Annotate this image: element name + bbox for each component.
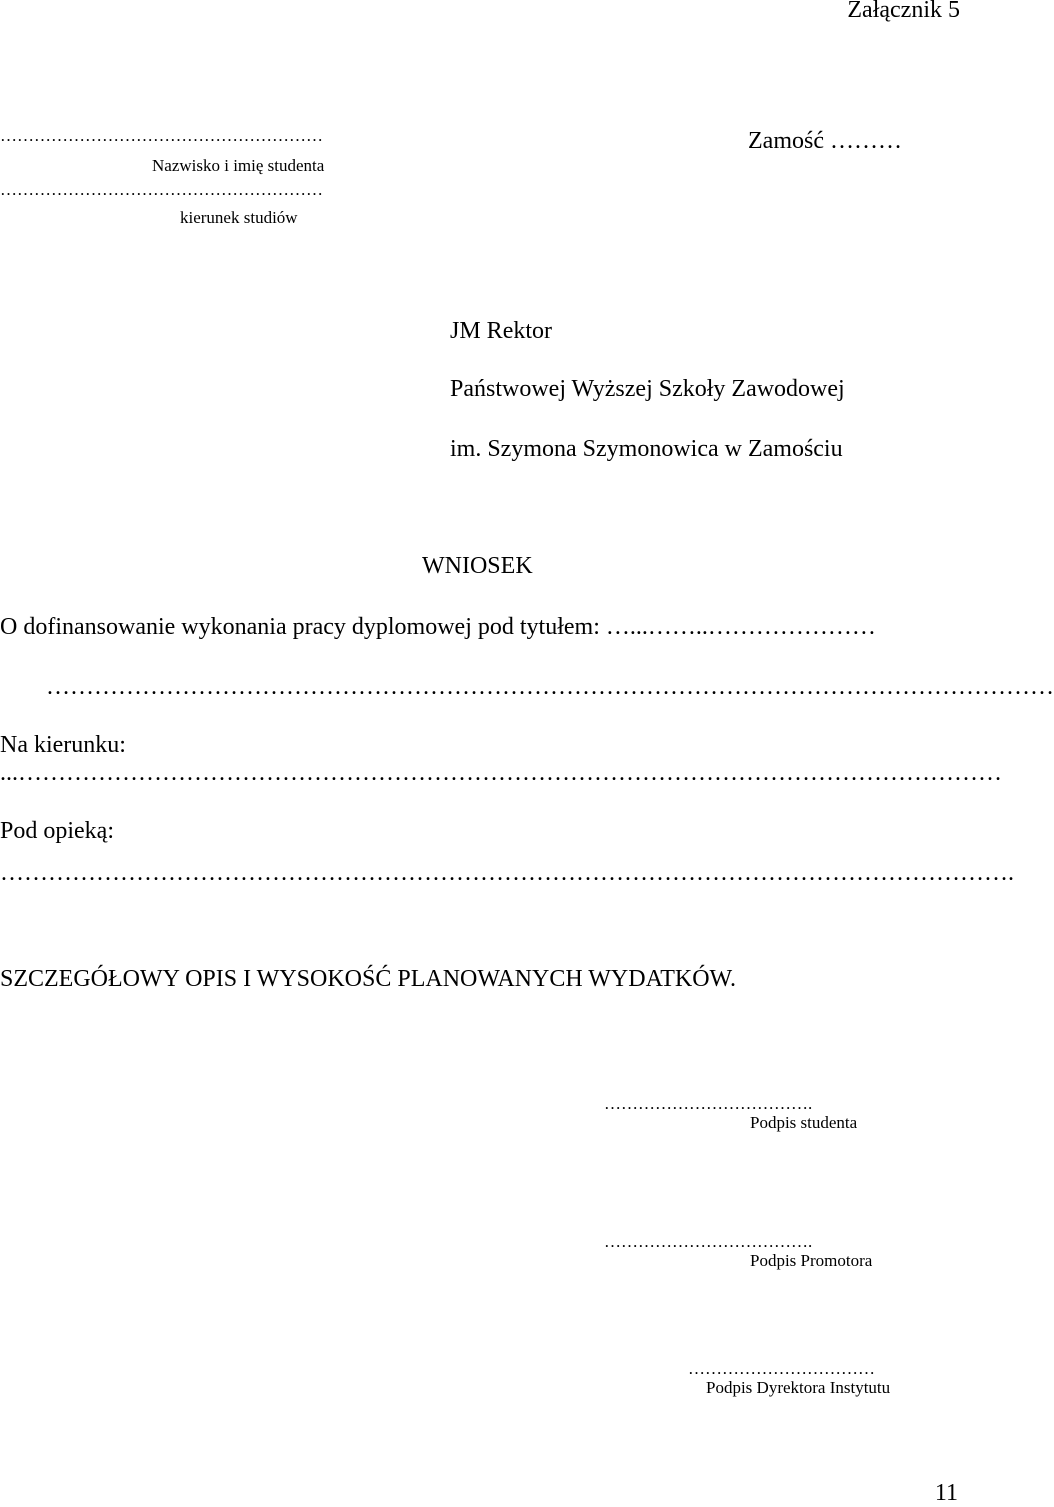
student-signature-label: Podpis studenta <box>750 1113 858 1132</box>
field-of-study-label: Na kierunku: <box>0 732 126 758</box>
supervisor-signature-label: Podpis Promotora <box>750 1251 873 1270</box>
director-signature-label: Podpis Dyrektora Instytutu <box>706 1378 891 1397</box>
study-field-label: kierunek studiów <box>180 208 298 227</box>
page-number: 11 <box>934 1480 958 1506</box>
attachment-label: Załącznik 5 <box>847 0 960 23</box>
addressee-line-1: JM Rektor <box>450 318 552 344</box>
thesis-title-dots[interactable]: ……………………………………………………………………………………………………………… <box>46 674 1054 700</box>
supervisor-signature-dots[interactable]: ………………………………. <box>604 1232 813 1251</box>
supervisor-label: Pod opieką: <box>0 818 114 844</box>
director-signature-dots[interactable]: …………………………… <box>688 1359 875 1378</box>
addressee-line-3: im. Szymona Szymonowica w Zamościu <box>450 436 843 462</box>
expenses-description-heading: SZCZEGÓŁOWY OPIS I WYSOKOŚĆ PLANOWANYCH WYDATKÓW. <box>0 966 737 992</box>
supervisor-dots[interactable]: ………………………………………………………………………………………………………………. <box>0 860 1014 886</box>
study-field-dots[interactable]: ………………………………………………… <box>0 180 323 199</box>
addressee-line-2: Państwowej Wyższej Szkoły Zawodowej <box>450 376 845 402</box>
thesis-subject-line: O dofinansowanie wykonania pracy dyplomowej pod tytułem: …...……..………………… <box>0 614 876 640</box>
student-signature-dots[interactable]: ………………………………. <box>604 1094 813 1113</box>
document-title: WNIOSEK <box>422 553 533 579</box>
place-date: Zamość ……… <box>748 128 902 154</box>
student-name-dots[interactable]: ………………………………………………… <box>0 126 323 145</box>
field-of-study-dots[interactable]: ...…………………………………………………………………………………………………………… <box>0 760 1002 786</box>
student-name-label: Nazwisko i imię studenta <box>152 156 325 175</box>
